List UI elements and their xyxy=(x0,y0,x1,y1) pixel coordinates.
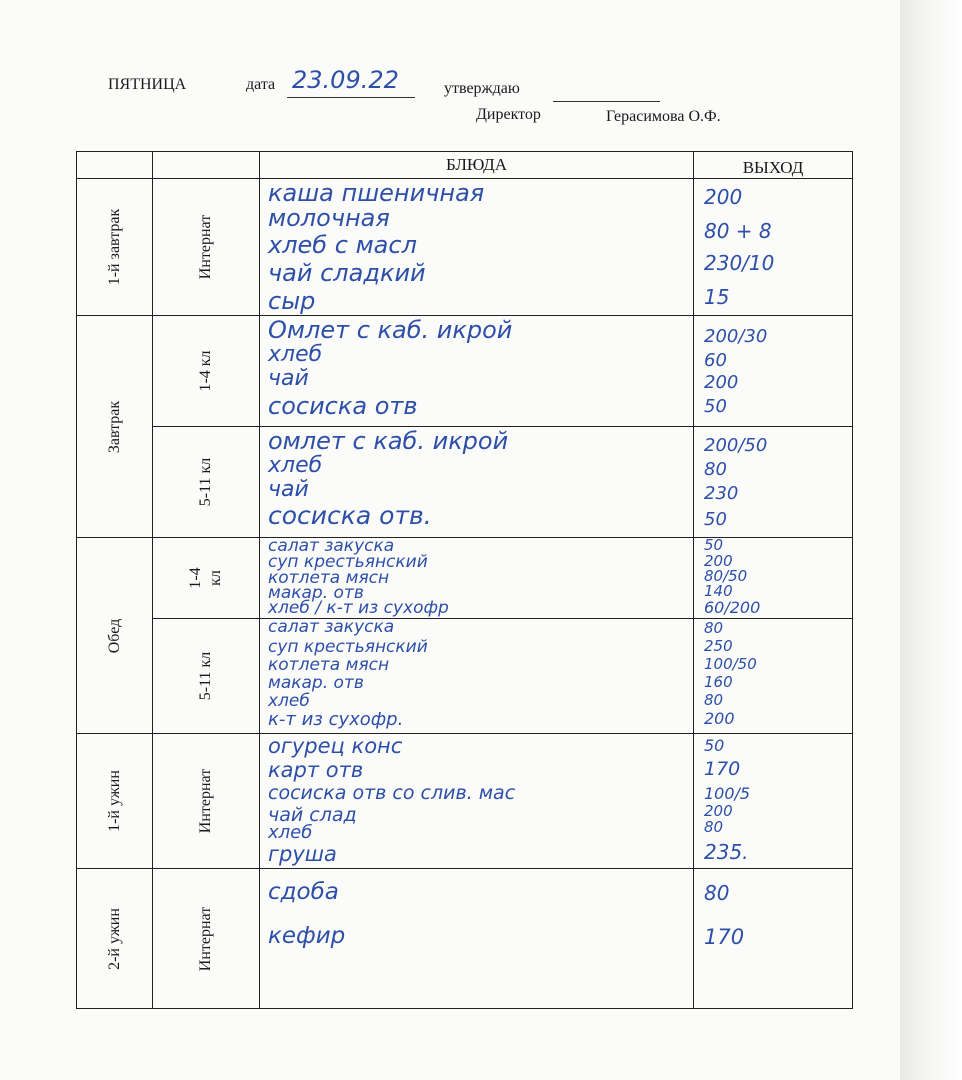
yield-value: 250 xyxy=(704,637,733,655)
meal-label: 1-й ужин xyxy=(105,770,123,832)
group-label: Интернат xyxy=(197,768,214,834)
dish-item: суп крестьянский xyxy=(268,637,428,657)
group-cell xyxy=(153,619,260,734)
group-cell xyxy=(153,734,260,869)
group-label: 5-11 кл xyxy=(197,457,214,507)
dish-item: сосиска отв. xyxy=(268,501,432,530)
dish-item: хлеб xyxy=(268,342,323,367)
table-header-row xyxy=(77,152,853,179)
dish-item: хлеб xyxy=(268,822,313,843)
table-row xyxy=(77,538,853,619)
yield-value: 200 xyxy=(704,802,733,820)
group-cell xyxy=(153,179,260,316)
dishes-cell xyxy=(260,734,694,869)
yield-cell xyxy=(694,734,853,869)
meal-cell xyxy=(77,538,153,734)
dish-item: чай сладкий xyxy=(268,259,426,287)
meal-label: 2-й ужин xyxy=(105,907,123,970)
dishes-cell xyxy=(260,869,694,1009)
meal-cell xyxy=(77,316,153,538)
yield-value: 230/10 xyxy=(704,251,775,275)
group-cell xyxy=(153,427,260,538)
dish-item: сосиска отв xyxy=(268,392,418,420)
dish-item: чай xyxy=(268,477,309,502)
yield-value: 200/30 xyxy=(704,326,768,347)
yield-value: 200 xyxy=(704,709,735,728)
dish-item: каша пшеничная xyxy=(268,179,485,207)
approve-label: утверждаю xyxy=(444,80,520,97)
dish-item: котлета мясн xyxy=(268,568,390,588)
dish-item: чай слад xyxy=(268,804,357,826)
yield-value: 140 xyxy=(704,582,733,600)
table-row xyxy=(77,734,853,869)
meal-label: 1-й завтрак xyxy=(105,208,123,286)
dish-item: хлеб xyxy=(268,453,323,478)
table-row xyxy=(77,619,853,734)
yield-value: 80 xyxy=(704,619,724,637)
yield-cell xyxy=(694,179,853,316)
yield-value: 235. xyxy=(704,840,749,864)
day-of-week: ПЯТНИЦА xyxy=(108,76,187,93)
yield-value: 50 xyxy=(704,509,727,530)
yield-value: 170 xyxy=(704,925,745,949)
dish-item: молочная xyxy=(268,204,390,232)
group-cell xyxy=(153,869,260,1009)
dishes-cell xyxy=(260,427,694,538)
column-dishes-header: БЛЮДА xyxy=(260,152,694,179)
dish-item: груша xyxy=(268,842,337,866)
dish-item: хлеб xyxy=(268,691,310,711)
dish-item: макар. отв xyxy=(268,583,364,603)
yield-value: 50 xyxy=(704,736,725,755)
dish-item: хлеб / к-т из сухофр xyxy=(268,598,449,618)
dish-item: сосиска отв со слив. мас xyxy=(268,782,516,804)
dish-item: чай xyxy=(268,366,309,391)
table-row xyxy=(77,316,853,427)
yield-cell xyxy=(694,316,853,427)
group-label: Интернат xyxy=(197,906,214,971)
header-empty-cell xyxy=(77,152,153,179)
signature-line xyxy=(553,101,660,102)
director-name: Герасимова О.Ф. xyxy=(606,108,721,125)
yield-value: 80 + 8 xyxy=(704,219,772,243)
dishes-cell xyxy=(260,538,694,619)
group-label: Интернат xyxy=(197,214,214,280)
yield-value: 170 xyxy=(704,758,741,780)
table-row xyxy=(77,427,853,538)
yield-value: 50 xyxy=(704,396,727,417)
meal-cell xyxy=(77,179,153,316)
meal-cell xyxy=(77,869,153,1009)
yield-cell xyxy=(694,619,853,734)
dish-item: сдоба xyxy=(268,879,339,905)
group-label: 1-4 кл xyxy=(197,350,214,392)
yield-value: 60 xyxy=(704,350,727,371)
dish-item: суп крестьянский xyxy=(268,552,428,572)
yield-value: 200 xyxy=(704,552,733,570)
page-edge xyxy=(900,0,962,1080)
yield-value: 80/50 xyxy=(704,567,748,585)
yield-value: 80 xyxy=(704,818,724,836)
yield-value: 80 xyxy=(704,881,730,905)
yield-cell xyxy=(694,427,853,538)
yield-value: 200 xyxy=(704,185,743,209)
dish-item: карт отв xyxy=(268,758,364,782)
dish-item: макар. отв xyxy=(268,673,364,693)
dish-item: омлет с каб. икрой xyxy=(268,427,509,455)
meal-label: Обед xyxy=(105,618,123,653)
table-row xyxy=(77,179,853,316)
yield-value: 100/5 xyxy=(704,784,751,803)
yield-cell xyxy=(694,538,853,619)
dish-item: Омлет с каб. икрой xyxy=(268,316,513,344)
dishes-cell xyxy=(260,619,694,734)
yield-value: 50 xyxy=(704,536,724,554)
meal-label: Завтрак xyxy=(105,400,123,453)
yield-value: 200/50 xyxy=(704,435,768,456)
yield-value: 200 xyxy=(704,372,739,393)
yield-value: 80 xyxy=(704,691,724,709)
dish-item: котлета мясн xyxy=(268,655,390,675)
header-empty-cell xyxy=(153,152,260,179)
dish-item: салат закуска xyxy=(268,536,395,556)
dish-item: к-т из сухофр. xyxy=(268,709,404,730)
dish-item: хлеб с масл xyxy=(268,231,417,259)
yield-value: 230 xyxy=(704,483,739,504)
menu-table xyxy=(76,151,853,1009)
group-label: 5-11 кл xyxy=(197,651,214,701)
yield-value: 100/50 xyxy=(704,655,757,673)
yield-value: 15 xyxy=(704,285,730,309)
yield-value: 160 xyxy=(704,673,733,691)
dish-item: салат закуска xyxy=(268,617,395,637)
date-label: дата xyxy=(246,76,276,93)
date-value: 23.09.22 xyxy=(292,66,399,94)
yield-value: 80 xyxy=(704,459,727,480)
group-cell xyxy=(153,316,260,427)
meal-cell xyxy=(77,734,153,869)
table-row xyxy=(77,869,853,1009)
group-label: 1-4 кл xyxy=(187,567,224,589)
date-underline xyxy=(287,97,415,98)
yield-value: 60/200 xyxy=(704,598,761,617)
dish-item: огурец конс xyxy=(268,734,403,758)
group-cell xyxy=(153,538,260,619)
director-label: Директор xyxy=(476,106,541,123)
yield-cell xyxy=(694,869,853,1009)
dishes-cell xyxy=(260,316,694,427)
dishes-cell xyxy=(260,179,694,316)
dish-item: кефир xyxy=(268,923,346,949)
dish-item: сыр xyxy=(268,287,316,315)
column-yield-header: ВЫХОД xyxy=(694,152,853,179)
